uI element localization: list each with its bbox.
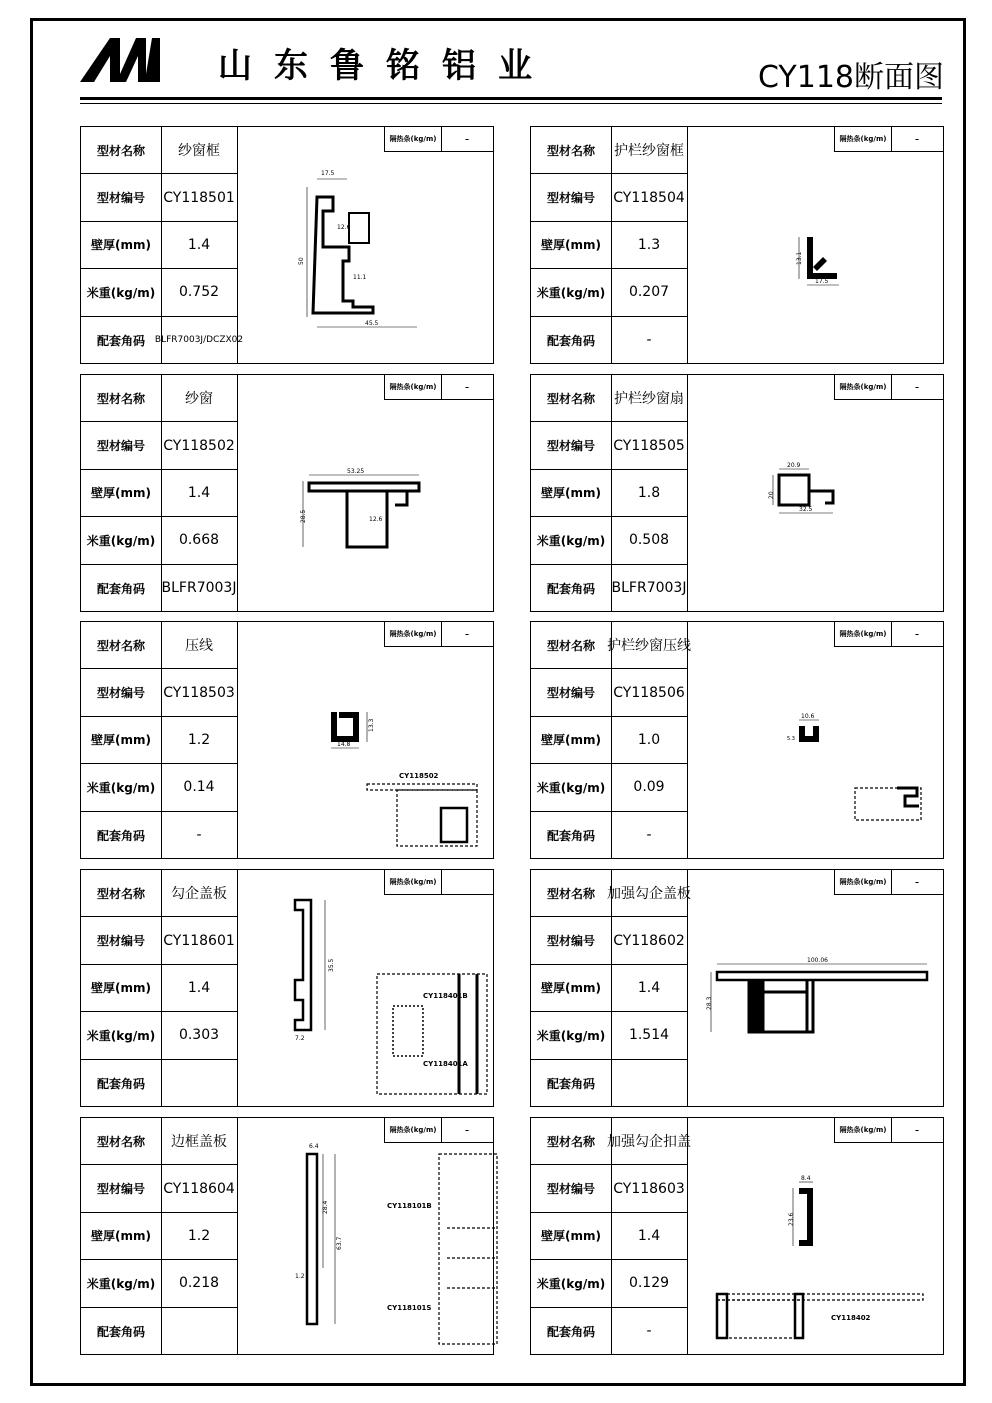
spec-label: 壁厚(mm) <box>531 222 612 268</box>
weight-box <box>384 375 493 400</box>
spec-label: 配套角码 <box>81 317 162 364</box>
weight-box <box>384 1118 493 1143</box>
spec-row-thickness <box>531 222 687 269</box>
svg-text:10.6: 10.6 <box>801 713 815 720</box>
profile-card <box>80 869 494 1107</box>
header-rule <box>80 97 942 100</box>
profile-drawing <box>687 127 943 363</box>
section-diagram <box>237 375 493 611</box>
spec-label: 壁厚(mm) <box>531 470 612 516</box>
svg-text:14.8: 14.8 <box>337 741 351 748</box>
profile-card <box>80 374 494 612</box>
spec-value-thickness: 1.0 <box>637 731 661 748</box>
weight-box-label: 隔热条(kg/m) <box>385 375 442 399</box>
weight-box-label: 隔热条(kg/m) <box>835 870 892 894</box>
profile-drawing <box>687 870 943 1106</box>
spec-row-thickness <box>531 470 687 517</box>
spec-value-corner: BLFR7003J <box>161 580 237 597</box>
spec-value-name: 勾企盖板 <box>171 886 227 903</box>
svg-text:7.2: 7.2 <box>295 1035 305 1042</box>
spec-row-weight <box>531 517 687 564</box>
spec-value-code: CY118601 <box>163 932 235 949</box>
spec-label: 配套角码 <box>531 317 612 364</box>
spec-row-corner <box>81 317 244 364</box>
spec-label: 配套角码 <box>531 1060 612 1107</box>
profile-card <box>530 374 944 612</box>
weight-box <box>834 870 943 895</box>
spec-label: 型材名称 <box>81 375 162 421</box>
svg-text:11.1: 11.1 <box>353 274 367 281</box>
svg-text:32.5: 32.5 <box>799 506 813 513</box>
svg-text:100.06: 100.06 <box>807 957 828 964</box>
spec-label: 米重(kg/m) <box>531 1012 612 1058</box>
profile-drawing <box>237 1118 493 1354</box>
weight-box <box>834 375 943 400</box>
spec-row-name <box>531 622 691 669</box>
spec-label: 米重(kg/m) <box>81 1012 162 1058</box>
spec-row-thickness <box>531 717 687 764</box>
spec-value-weight: 0.09 <box>633 779 665 796</box>
weight-box <box>384 622 493 647</box>
profile-card <box>530 869 944 1107</box>
company-name: 山东鲁铭铝业 <box>218 46 554 86</box>
section-diagram <box>687 622 943 858</box>
spec-value-thickness: 1.4 <box>187 236 211 253</box>
spec-label: 型材编号 <box>81 174 162 220</box>
svg-text:17.5: 17.5 <box>321 170 335 177</box>
spec-row-code <box>81 422 237 469</box>
spec-label: 配套角码 <box>531 565 612 612</box>
spec-value-corner <box>161 1308 237 1355</box>
profile-card <box>80 1117 494 1355</box>
spec-value-weight: 0.508 <box>628 532 670 549</box>
spec-label: 型材名称 <box>531 1118 612 1164</box>
spec-table <box>531 127 688 363</box>
spec-value-weight: 0.14 <box>183 779 215 796</box>
spec-value-code: CY118506 <box>613 684 685 701</box>
spec-label: 型材编号 <box>531 669 612 715</box>
svg-text:63.7: 63.7 <box>336 1236 343 1250</box>
spec-row-thickness <box>531 965 687 1012</box>
spec-table <box>81 622 238 858</box>
weight-box-value: - <box>914 627 920 641</box>
profile-drawing <box>687 1118 943 1354</box>
svg-text:20.9: 20.9 <box>787 462 801 469</box>
profile-drawing <box>687 375 943 611</box>
spec-value-code: CY118501 <box>163 189 235 206</box>
profile-drawing <box>237 870 493 1106</box>
svg-text:17.5: 17.5 <box>815 278 829 285</box>
spec-row-corner <box>531 812 687 859</box>
spec-label: 配套角码 <box>531 812 612 859</box>
spec-label: 壁厚(mm) <box>81 470 162 516</box>
spec-table <box>531 1118 691 1354</box>
spec-row-corner <box>81 812 237 859</box>
profile-drawing <box>237 127 493 363</box>
spec-label: 型材名称 <box>81 622 162 668</box>
spec-label: 壁厚(mm) <box>531 965 612 1011</box>
spec-value-thickness: 1.4 <box>187 979 211 996</box>
svg-text:50: 50 <box>298 257 305 265</box>
spec-row-thickness <box>81 717 237 764</box>
spec-row-name <box>81 375 237 422</box>
spec-value-name: 加强勾企盖板 <box>607 886 691 903</box>
header-rule-thin <box>80 103 942 104</box>
spec-table <box>531 622 691 858</box>
spec-value-name: 护栏纱窗框 <box>614 143 684 160</box>
spec-label: 型材名称 <box>81 1118 162 1164</box>
spec-value-thickness: 1.8 <box>637 484 661 501</box>
spec-value-corner: BLFR7003J <box>611 580 687 597</box>
weight-box-value: - <box>464 627 470 641</box>
spec-value-weight: 1.514 <box>628 1027 670 1044</box>
section-diagram <box>687 127 943 363</box>
spec-label: 型材编号 <box>531 1165 612 1211</box>
spec-label: 型材编号 <box>81 917 162 963</box>
spec-table <box>81 870 238 1106</box>
spec-row-code <box>531 917 687 964</box>
spec-table <box>81 127 244 363</box>
profile-drawing <box>237 375 493 611</box>
spec-value-weight: 0.218 <box>178 1275 220 1292</box>
weight-box-label: 隔热条(kg/m) <box>385 622 442 646</box>
profile-card <box>530 126 944 364</box>
weight-box-value: - <box>914 1123 920 1137</box>
svg-text:20: 20 <box>768 491 775 499</box>
spec-row-code <box>81 174 237 221</box>
spec-table <box>81 1118 238 1354</box>
spec-row-weight <box>81 517 237 564</box>
svg-text:5.3: 5.3 <box>787 736 795 742</box>
svg-text:1.2: 1.2 <box>295 1273 305 1280</box>
document-title: CY118断面图 <box>757 60 944 95</box>
weight-box-value <box>441 870 493 894</box>
spec-label: 米重(kg/m) <box>81 269 162 315</box>
spec-value-corner <box>161 1060 237 1107</box>
spec-label: 配套角码 <box>81 812 162 859</box>
svg-text:CY118101B: CY118101B <box>387 1202 432 1210</box>
svg-text:LM: LM <box>82 44 84 45</box>
spec-value-code: CY118505 <box>613 437 685 454</box>
spec-value-weight: 0.668 <box>178 532 220 549</box>
weight-box-label: 隔热条(kg/m) <box>835 622 892 646</box>
section-diagram <box>687 375 943 611</box>
spec-row-code <box>81 1165 237 1212</box>
spec-label: 米重(kg/m) <box>531 269 612 315</box>
spec-row-name <box>81 1118 237 1165</box>
spec-row-name <box>531 870 691 917</box>
spec-row-code <box>531 174 687 221</box>
ref-label: CY118502 <box>399 772 439 780</box>
spec-label: 配套角码 <box>81 1308 162 1355</box>
spec-value-code: CY118502 <box>163 437 235 454</box>
spec-label: 型材名称 <box>81 870 162 916</box>
weight-box-label: 隔热条(kg/m) <box>385 1118 442 1142</box>
svg-text:CY118401A: CY118401A <box>423 1060 468 1068</box>
weight-box <box>384 127 493 152</box>
weight-box-label: 隔热条(kg/m) <box>835 127 892 151</box>
weight-box-label: 隔热条(kg/m) <box>835 1118 892 1142</box>
spec-row-corner <box>81 565 237 612</box>
spec-row-thickness <box>81 470 237 517</box>
spec-row-code <box>81 917 237 964</box>
weight-box-label: 隔热条(kg/m) <box>385 870 442 894</box>
spec-label: 米重(kg/m) <box>531 764 612 810</box>
spec-row-name <box>531 1118 691 1165</box>
svg-text:28.5: 28.5 <box>300 509 307 523</box>
profile-drawing <box>237 622 493 858</box>
weight-box-label: 隔热条(kg/m) <box>385 127 442 151</box>
spec-row-code <box>531 1165 687 1212</box>
svg-text:28.4: 28.4 <box>322 1200 329 1214</box>
section-diagram <box>237 870 493 1106</box>
spec-row-weight <box>81 1260 237 1307</box>
spec-value-corner: - <box>196 827 202 844</box>
spec-value-thickness: 1.2 <box>187 1227 211 1244</box>
weight-box-label: 隔热条(kg/m) <box>835 375 892 399</box>
spec-value-code: CY118602 <box>613 932 685 949</box>
spec-label: 壁厚(mm) <box>531 1213 612 1259</box>
svg-text:12.6: 12.6 <box>337 224 351 231</box>
section-diagram <box>237 1118 493 1354</box>
spec-row-thickness <box>81 1213 237 1260</box>
weight-box <box>384 870 493 895</box>
spec-row-name <box>81 870 237 917</box>
spec-label: 型材编号 <box>81 1165 162 1211</box>
spec-value-thickness: 1.4 <box>187 484 211 501</box>
spec-value-name: 压线 <box>185 638 213 655</box>
profile-card <box>80 126 494 364</box>
spec-row-corner <box>81 1308 237 1355</box>
svg-text:6.4: 6.4 <box>309 1143 319 1150</box>
spec-row-name <box>81 127 237 174</box>
spec-row-weight <box>81 269 237 316</box>
spec-value-corner: - <box>646 332 652 349</box>
svg-text:8.4: 8.4 <box>801 1175 811 1182</box>
spec-label: 型材名称 <box>531 622 612 668</box>
profile-card <box>530 621 944 859</box>
spec-row-name <box>81 622 237 669</box>
spec-row-weight <box>531 1260 687 1307</box>
spec-label: 型材编号 <box>531 422 612 468</box>
spec-value-corner: - <box>646 1323 652 1340</box>
company-logo <box>80 34 162 84</box>
spec-label: 米重(kg/m) <box>531 1260 612 1306</box>
svg-text:53.25: 53.25 <box>347 468 365 475</box>
svg-text:CY118101S: CY118101S <box>387 1304 432 1312</box>
spec-value-name: 护栏纱窗压线 <box>607 638 691 655</box>
svg-text:35.5: 35.5 <box>328 958 335 972</box>
spec-label: 配套角码 <box>531 1308 612 1355</box>
spec-label: 壁厚(mm) <box>531 717 612 763</box>
weight-box-value: - <box>464 1123 470 1137</box>
spec-label: 米重(kg/m) <box>81 517 162 563</box>
spec-row-thickness <box>531 1213 687 1260</box>
section-diagram <box>687 870 943 1106</box>
section-diagram <box>237 622 493 858</box>
spec-value-thickness: 1.4 <box>637 1227 661 1244</box>
weight-box-value: - <box>464 132 470 146</box>
spec-value-name: 纱窗框 <box>178 143 220 160</box>
spec-value-corner: - <box>646 827 652 844</box>
spec-value-thickness: 1.3 <box>637 236 661 253</box>
spec-row-corner <box>531 565 687 612</box>
spec-label: 型材编号 <box>531 917 612 963</box>
spec-label: 壁厚(mm) <box>81 717 162 763</box>
spec-row-thickness <box>81 965 237 1012</box>
spec-value-thickness: 1.2 <box>187 731 211 748</box>
spec-value-name: 护栏纱窗扇 <box>614 391 684 408</box>
spec-value-corner: BLFR7003J/DCZX02 <box>154 335 244 346</box>
spec-label: 型材编号 <box>81 422 162 468</box>
weight-box-value: - <box>914 875 920 889</box>
svg-text:23.6: 23.6 <box>788 1212 795 1226</box>
spec-value-corner <box>611 1060 687 1107</box>
spec-table <box>531 375 688 611</box>
spec-value-weight: 0.752 <box>178 284 220 301</box>
spec-row-thickness <box>81 222 237 269</box>
spec-row-corner <box>531 317 687 364</box>
weight-box-value: - <box>914 132 920 146</box>
spec-value-thickness: 1.4 <box>637 979 661 996</box>
weight-box <box>834 622 943 647</box>
spec-value-code: CY118604 <box>163 1180 235 1197</box>
spec-label: 壁厚(mm) <box>81 222 162 268</box>
spec-row-corner <box>531 1060 687 1107</box>
profile-card <box>530 1117 944 1355</box>
section-diagram <box>687 1118 943 1354</box>
spec-row-weight <box>531 764 687 811</box>
spec-value-code: CY118603 <box>613 1180 685 1197</box>
spec-value-code: CY118503 <box>163 684 235 701</box>
spec-row-corner <box>81 1060 237 1107</box>
spec-row-weight <box>81 1012 237 1059</box>
weight-box-value: - <box>914 380 920 394</box>
svg-text:12.6: 12.6 <box>369 516 383 523</box>
spec-label: 型材名称 <box>531 375 612 421</box>
profile-card <box>80 621 494 859</box>
spec-label: 壁厚(mm) <box>81 965 162 1011</box>
weight-box <box>834 127 943 152</box>
spec-table <box>531 870 691 1106</box>
section-diagram <box>237 127 493 363</box>
spec-value-name: 纱窗 <box>185 391 213 408</box>
spec-label: 壁厚(mm) <box>81 1213 162 1259</box>
svg-text:28.3: 28.3 <box>706 996 713 1010</box>
spec-label: 型材编号 <box>531 174 612 220</box>
spec-value-weight: 0.303 <box>178 1027 220 1044</box>
spec-label: 型材名称 <box>531 870 612 916</box>
spec-row-code <box>81 669 237 716</box>
spec-label: 型材名称 <box>531 127 612 173</box>
spec-value-name: 边框盖板 <box>171 1134 227 1151</box>
spec-label: 型材编号 <box>81 669 162 715</box>
spec-row-code <box>531 422 687 469</box>
spec-table <box>81 375 238 611</box>
spec-value-name: 加强勾企扣盖 <box>607 1134 691 1151</box>
svg-text:45.5: 45.5 <box>365 320 379 327</box>
spec-label: 配套角码 <box>81 565 162 612</box>
spec-row-code <box>531 669 687 716</box>
spec-row-weight <box>531 269 687 316</box>
svg-text:CY118402: CY118402 <box>831 1314 871 1322</box>
spec-label: 配套角码 <box>81 1060 162 1107</box>
weight-box-value: - <box>464 380 470 394</box>
svg-text:CY118401B: CY118401B <box>423 992 468 1000</box>
spec-label: 型材名称 <box>81 127 162 173</box>
spec-row-weight <box>531 1012 687 1059</box>
spec-value-weight: 0.207 <box>628 284 670 301</box>
spec-row-name <box>531 375 687 422</box>
spec-value-weight: 0.129 <box>628 1275 670 1292</box>
weight-box <box>834 1118 943 1143</box>
spec-label: 米重(kg/m) <box>531 517 612 563</box>
svg-text:13.1: 13.1 <box>796 251 803 265</box>
spec-label: 米重(kg/m) <box>81 764 162 810</box>
profile-drawing <box>687 622 943 858</box>
spec-value-code: CY118504 <box>613 189 685 206</box>
spec-row-name <box>531 127 687 174</box>
spec-label: 米重(kg/m) <box>81 1260 162 1306</box>
spec-row-corner <box>531 1308 687 1355</box>
spec-row-weight <box>81 764 237 811</box>
svg-text:13.3: 13.3 <box>368 718 375 732</box>
